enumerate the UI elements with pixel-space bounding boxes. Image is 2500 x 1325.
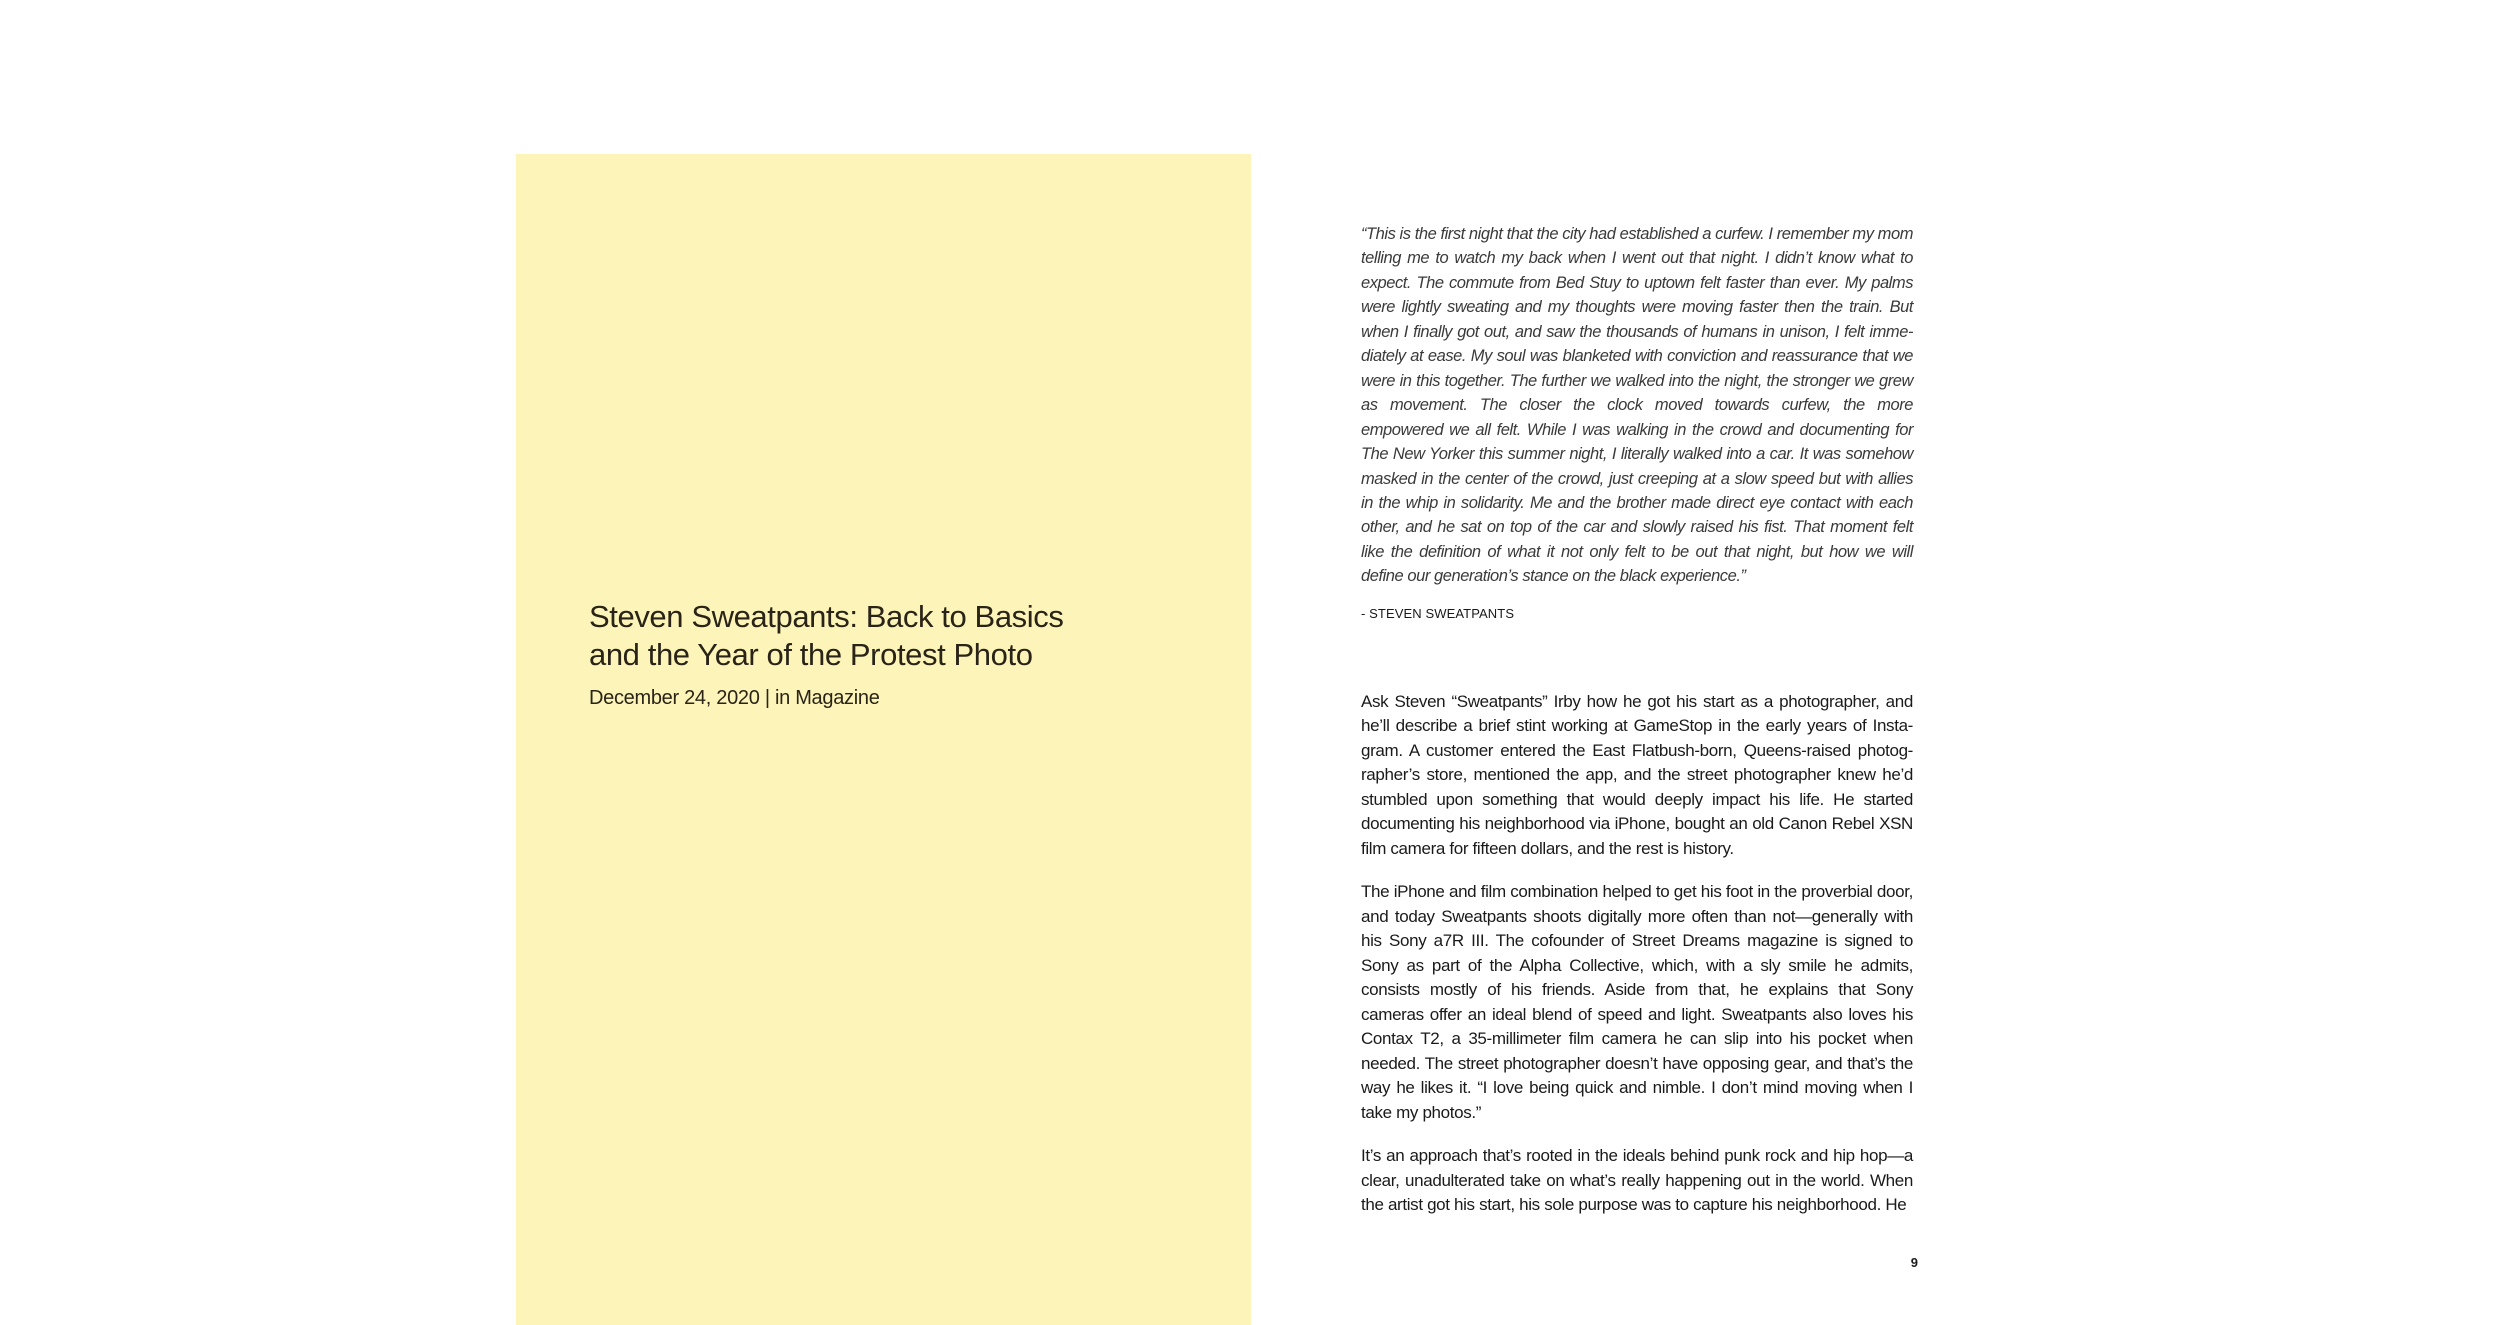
- body-paragraph: It’s an approach that’s rooted in the ideals behind punk rock and hip hop—a clear, unadulterated take on what’s really happening out in the world. When the artist got his start, his sole purpose was to capture his neighborhood. He: [1361, 1146, 1913, 1215]
- article-column: [1361, 222, 1913, 1237]
- article-body: [1361, 690, 1913, 1218]
- quote-attribution: - STEVEN SWEATPANTS: [1361, 605, 1515, 621]
- title-panel: [516, 154, 1251, 1325]
- article-title-line-1: Steven Sweatpants: Back to Basics: [589, 599, 1064, 634]
- article-title: [589, 598, 1149, 674]
- pull-quote: “This is the first night that the city had established a curfew. I remember my mom telling me to watch my back when I went out that night. I didn’t know what to expect. The commute from Bed Stuy to uptown felt faster than ever. My palms were lightly sweating and my thoughts were moving faster then the train. But when I finally got out, and saw the thousands of humans in unison, I felt imme-diately at ease. My soul was blanketed with conviction and reassurance that we were in this together. The further we walked into the night, the stronger we grew as movement. The closer the clock moved towards curfew, the more empowered we all felt. While I was walking in the crowd and documenting for The New Yorker this summer night, I literally walked into a car. It was somehow masked in the center of the crowd, just creeping at a slow speed but with allies in the whip in solidarity. Me and the brother made direct eye contact with each other, and he sat on top of the car and slowly raised his fist. That moment felt like the definition of what it not only felt to be out that night, but how we will define our generation’s stance on the black experience.”: [1361, 225, 1913, 586]
- body-paragraph: The iPhone and film combination helped to get his foot in the proverbial door, and today Sweatpants shoots digitally more often than not—generally with his Sony a7R III. The cofounder of Street Dreams magazine is signed to Sony as part of the Alpha Collective, which, with a sly smile he admits, consists mostly of his friends. Aside from that, he explains that Sony cameras offer an ideal blend of speed and light. Sweatpants also loves his Contax T2, a 35-millimeter film camera he can slip into his pocket when needed. The street photographer doesn’t have opposing gear, and that’s the way he likes it. “I love being quick and nimble. I don’t mind moving when I take my photos.”: [1361, 882, 1913, 1122]
- article-title-line-2: and the Year of the Protest Photo: [589, 637, 1033, 672]
- body-paragraph: Ask Steven “Sweatpants” Irby how he got his start as a photographer, and he’ll describe a brief stint working at GameStop in the early years of Insta-gram. A customer entered the East Flatbush-born, Queens-raised photog-rapher’s store, mentioned the app, and the street photographer knew he’d stumbled upon something that would deeply impact his life. He started documenting his neighborhood via iPhone, bought an old Canon Rebel XSN film camera for fifteen dollars, and the rest is history.: [1361, 691, 1913, 858]
- article-date-category: December 24, 2020 | in Magazine: [589, 687, 880, 709]
- page-number: 9: [1910, 1255, 1918, 1270]
